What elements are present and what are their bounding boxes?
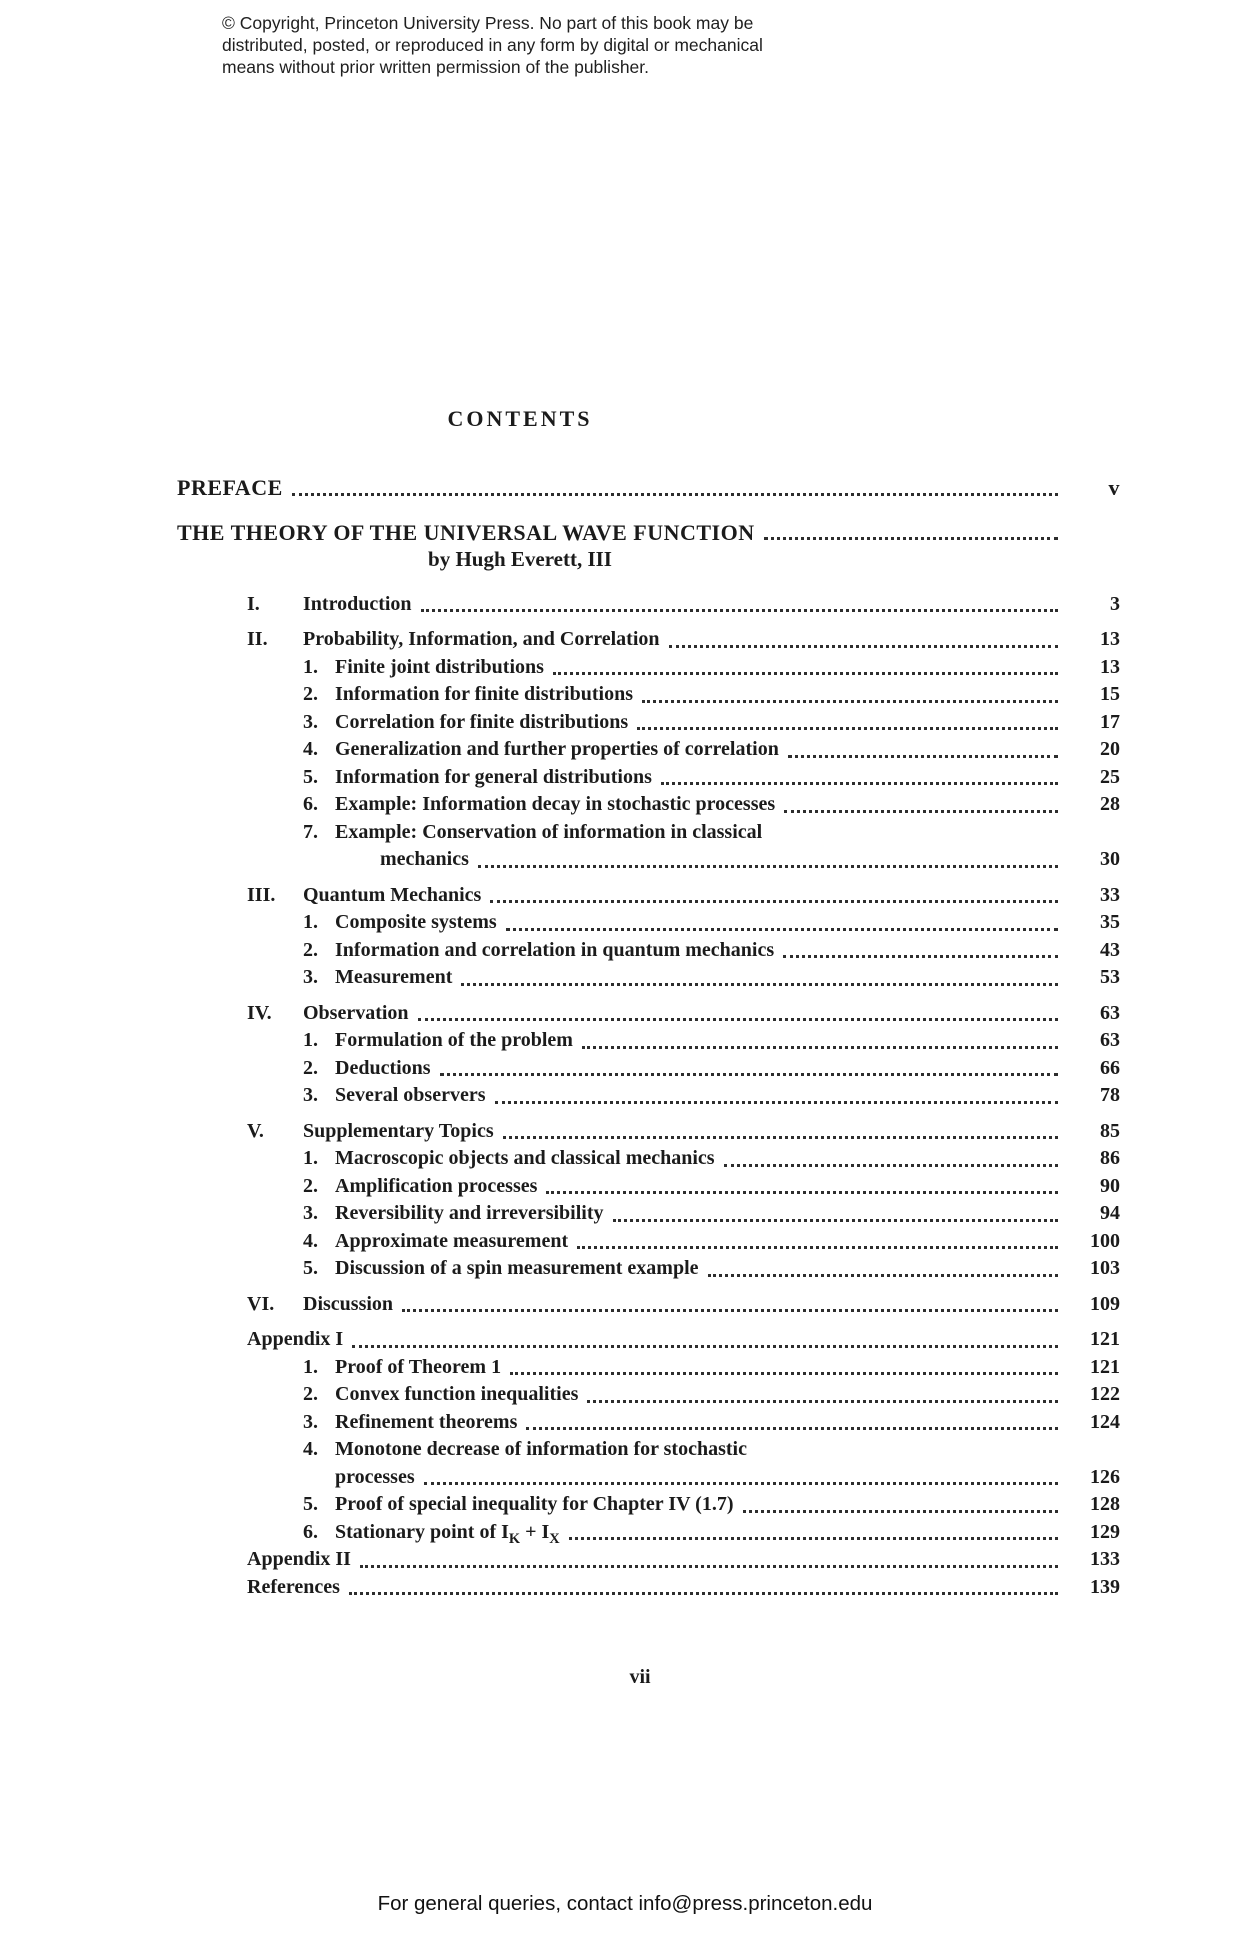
toc-entry-label: Monotone decrease of information for stochastic	[335, 1438, 747, 1460]
toc-entry-number: II.	[247, 628, 268, 650]
toc-entry-label: Proof of special inequality for Chapter IV (1.7)	[335, 1493, 734, 1515]
toc-entry-page-number: 121	[1090, 1355, 1120, 1378]
dotted-leader	[418, 1018, 1058, 1021]
toc-entry-number: 2.	[303, 1383, 318, 1405]
toc-entry	[160, 764, 1120, 792]
toc-entry-number: 1.	[303, 655, 318, 678]
toc-entry-label: Appendix II	[247, 1548, 351, 1570]
toc-entry-label: Convex function inequalities	[335, 1383, 579, 1405]
toc-entry: by Hugh Everett, III	[428, 547, 612, 571]
toc-entry-page-number: 13	[1100, 655, 1120, 678]
dotted-leader	[637, 727, 1058, 730]
toc-entry-label: processes	[335, 1465, 415, 1488]
toc-entry	[160, 626, 1120, 654]
toc-entry-label: Deductions	[335, 1056, 431, 1079]
toc-entry-page-number: 33	[1100, 883, 1120, 906]
toc-entry-label: Proof of Theorem 1	[335, 1355, 502, 1378]
toc-entry	[160, 519, 1120, 547]
toc-entry-number: 3.	[303, 710, 318, 733]
toc-entry-page-number: 78	[1100, 1084, 1120, 1106]
dotted-leader	[661, 782, 1058, 785]
toc-entry-page-number: 17	[1100, 710, 1120, 733]
toc-entry-number: 7.	[303, 820, 318, 843]
dotted-leader	[510, 1372, 1058, 1375]
dotted-leader	[490, 900, 1058, 903]
dotted-leader	[783, 955, 1058, 958]
dotted-leader	[743, 1510, 1058, 1513]
toc-entry-number: III.	[247, 883, 276, 906]
toc-entry-page-number	[747, 1436, 803, 1464]
dotted-leader	[478, 865, 1058, 868]
dotted-leader	[424, 1482, 1058, 1485]
toc-entry-number: 6.	[303, 793, 318, 815]
toc-entry	[160, 819, 1120, 847]
dotted-leader	[292, 493, 1058, 496]
toc-entry	[160, 1326, 1120, 1354]
toc-entry-page-number: 30	[1100, 848, 1120, 870]
toc-entry-label: Formulation of the problem	[335, 1029, 573, 1051]
copyright-line-2: distributed, posted, or reproduced in any form by digital or mechanical	[222, 35, 763, 55]
toc-entry-number: 1.	[303, 1029, 318, 1051]
toc-entry-label: Generalization and further properties of correlation	[335, 738, 779, 760]
toc-entry-number: 2.	[303, 1056, 318, 1079]
dotted-leader	[708, 1274, 1058, 1277]
toc-entry-label: Example: Information decay in stochastic processes	[335, 793, 776, 815]
toc-entry-page-number: 122	[1090, 1383, 1120, 1405]
toc-entry-page-number	[1064, 519, 1120, 547]
toc-entry-number: 4.	[303, 1438, 318, 1460]
dotted-leader	[553, 672, 1058, 675]
toc-entry-page-number: 139	[1090, 1575, 1120, 1598]
dotted-leader	[421, 609, 1058, 612]
toc-entry	[160, 1436, 1120, 1464]
toc-entry-page-number: 15	[1100, 683, 1120, 705]
toc-entry-page-number: 25	[1100, 765, 1120, 788]
toc-entry-page-number: 129	[1090, 1520, 1120, 1543]
dotted-leader	[546, 1191, 1058, 1194]
dotted-leader	[642, 700, 1058, 703]
dotted-leader	[349, 1592, 1058, 1595]
dotted-leader	[669, 645, 1058, 648]
toc-entry-page-number: 126	[1090, 1465, 1120, 1488]
toc-entry-number: 6.	[303, 1520, 318, 1543]
toc-entry-number: 5.	[303, 1257, 318, 1279]
toc-entry-label: Correlation for finite distributions	[335, 710, 629, 733]
footer-contact-line: For general queries, contact info@press.princeton.edu	[377, 1892, 873, 1915]
toc-entry-label: Information for finite distributions	[335, 683, 633, 705]
toc-entry-page-number	[762, 819, 818, 847]
toc-entry-label: Refinement theorems	[335, 1410, 518, 1433]
toc-entry-label: Introduction	[303, 592, 412, 615]
toc-entry	[160, 1055, 1120, 1083]
toc-entry-label: Probability, Information, and Correlation	[303, 628, 660, 650]
toc-entry-label: Example: Conservation of information in classical	[335, 820, 763, 843]
toc-entry	[160, 709, 1120, 737]
toc-entry-page-number: 121	[1090, 1328, 1120, 1350]
dotted-leader	[724, 1164, 1058, 1167]
toc-entry-page-number: 43	[1100, 938, 1120, 961]
toc-entry-label: Appendix I	[247, 1328, 344, 1350]
dotted-leader	[577, 1246, 1058, 1249]
toc-entry-page-number: 35	[1100, 911, 1120, 933]
copyright-notice	[222, 12, 763, 78]
toc-entry-page-number: 63	[1100, 1001, 1120, 1024]
toc-entry-label: Supplementary Topics	[303, 1119, 494, 1142]
toc-entry-number: 5.	[303, 1493, 318, 1515]
toc-entry-label: Measurement	[335, 966, 453, 988]
toc-entry	[160, 1173, 1120, 1201]
copyright-line-1: © Copyright, Princeton University Press. No part of this book may be	[222, 13, 754, 33]
toc-entry-label: Macroscopic objects and classical mechanics	[335, 1147, 715, 1169]
toc-entry	[160, 1118, 1120, 1146]
dotted-leader	[352, 1345, 1058, 1348]
dotted-leader	[506, 928, 1058, 931]
page-number-folio: vii	[629, 1666, 651, 1688]
toc-entry-number: 2.	[303, 938, 318, 961]
dotted-leader	[440, 1073, 1058, 1076]
toc-entry-number: 4.	[303, 1229, 318, 1252]
toc-entry	[160, 1574, 1120, 1602]
toc-entry-number: 5.	[303, 765, 318, 788]
dotted-leader	[613, 1219, 1059, 1222]
dotted-leader	[526, 1427, 1058, 1430]
toc-entry-label: References	[247, 1575, 340, 1598]
toc-entry-page-number: 100	[1090, 1229, 1120, 1252]
toc-entry-number: 3.	[303, 1410, 318, 1433]
toc-entry	[160, 937, 1120, 965]
toc-entry	[160, 882, 1120, 910]
toc-entry-page-number: 128	[1090, 1493, 1120, 1515]
dotted-leader	[582, 1046, 1058, 1049]
toc-entry-label: THE THEORY OF THE UNIVERSAL WAVE FUNCTION	[177, 519, 755, 545]
toc-entry-page-number: 90	[1100, 1174, 1120, 1197]
dotted-leader	[587, 1400, 1058, 1403]
dotted-leader	[503, 1136, 1058, 1139]
toc-entry	[160, 1255, 1120, 1283]
toc-entry	[160, 909, 1120, 937]
toc-entry	[160, 846, 1120, 874]
toc-entry-label: Information and correlation in quantum mechanics	[335, 938, 775, 961]
toc-entry-page-number: 133	[1090, 1548, 1120, 1570]
toc-entry-page-number: 86	[1100, 1147, 1120, 1169]
toc-entry-label: Observation	[303, 1001, 409, 1024]
toc-entry	[160, 474, 1120, 502]
toc-entry-number: 2.	[303, 683, 318, 705]
toc-entry-number: 4.	[303, 738, 318, 760]
toc-entry	[160, 1082, 1120, 1110]
toc-entry-page-number: 28	[1100, 793, 1120, 815]
toc-entry-label: Composite systems	[335, 911, 497, 933]
dotted-leader	[360, 1565, 1058, 1568]
copyright-line-3: means without prior written permission of the publisher.	[222, 57, 650, 77]
dotted-leader	[764, 537, 1058, 540]
toc-entry	[160, 1200, 1120, 1228]
toc-entry-page-number: 109	[1090, 1292, 1120, 1315]
toc-entry-number: 3.	[303, 1084, 318, 1106]
toc-entry-label: Information for general distributions	[335, 765, 652, 788]
dotted-leader	[495, 1101, 1058, 1104]
toc-entry-number: 1.	[303, 1355, 318, 1378]
toc-list	[160, 474, 1120, 1601]
toc-entry	[160, 1354, 1120, 1382]
toc-entry-label: Discussion of a spin measurement example	[335, 1257, 699, 1279]
toc-entry-label: Approximate measurement	[335, 1229, 569, 1252]
toc-entry-number: 2.	[303, 1174, 318, 1197]
toc-entry-page-number: 85	[1100, 1119, 1120, 1142]
toc-entry-page-number: 124	[1090, 1410, 1120, 1433]
toc-entry-label: Reversibility and irreversibility	[335, 1202, 604, 1224]
contents-heading: CONTENTS	[447, 406, 593, 431]
toc-entry-number: V.	[247, 1119, 264, 1142]
toc-entry-number: VI.	[247, 1292, 275, 1315]
dotted-leader	[784, 810, 1058, 813]
toc-entry	[160, 1381, 1120, 1409]
toc-entry	[160, 1145, 1120, 1173]
dotted-leader	[402, 1309, 1058, 1312]
toc-entry-label: Discussion	[303, 1292, 394, 1315]
toc-entry	[160, 964, 1120, 992]
toc-entry	[160, 591, 1120, 619]
toc-entry	[160, 1464, 1120, 1492]
toc-entry	[160, 1228, 1120, 1256]
toc-entry	[160, 791, 1120, 819]
toc-entry	[160, 1491, 1120, 1519]
toc-entry-label: Finite joint distributions	[335, 655, 544, 678]
toc-entry-label: Stationary point of $I_K + I_X$	[335, 1520, 560, 1547]
toc-entry	[160, 1546, 1120, 1574]
toc-entry-number: IV.	[247, 1001, 272, 1024]
toc-entry-label: Several observers	[335, 1084, 486, 1106]
toc-entry-number: 3.	[303, 1202, 318, 1224]
dotted-leader	[461, 983, 1058, 986]
toc-entry-page-number: 63	[1100, 1029, 1120, 1051]
toc-entry-label: PREFACE	[177, 475, 283, 500]
toc-entry	[160, 1519, 1120, 1547]
toc-entry	[160, 1291, 1120, 1319]
toc-entry-page-number: v	[1108, 475, 1120, 500]
toc-entry-page-number: 94	[1100, 1202, 1120, 1224]
toc-entry-label: mechanics	[380, 848, 469, 870]
toc-entry-page-number: 20	[1100, 738, 1120, 760]
toc-entry-page-number: 66	[1100, 1056, 1120, 1079]
dotted-leader	[569, 1537, 1058, 1540]
toc-entry	[160, 681, 1120, 709]
toc-entry	[160, 654, 1120, 682]
toc-entry-number: I.	[247, 592, 260, 615]
toc-entry	[160, 1027, 1120, 1055]
toc-entry-page-number: 13	[1100, 628, 1120, 650]
toc-entry-label: Amplification processes	[335, 1174, 538, 1197]
toc-entry-number: 3.	[303, 966, 318, 988]
toc-entry-number: 1.	[303, 911, 318, 933]
toc-entry-number: 1.	[303, 1147, 318, 1169]
toc-entry-page-number: 103	[1090, 1257, 1120, 1279]
toc-entry-page-number: 3	[1110, 592, 1120, 615]
toc-entry	[160, 1409, 1120, 1437]
toc-entry	[160, 1000, 1120, 1028]
dotted-leader	[788, 755, 1058, 758]
toc-entry	[160, 736, 1120, 764]
toc-entry-page-number: 53	[1100, 966, 1120, 988]
toc-entry-label: Quantum Mechanics	[303, 883, 482, 906]
